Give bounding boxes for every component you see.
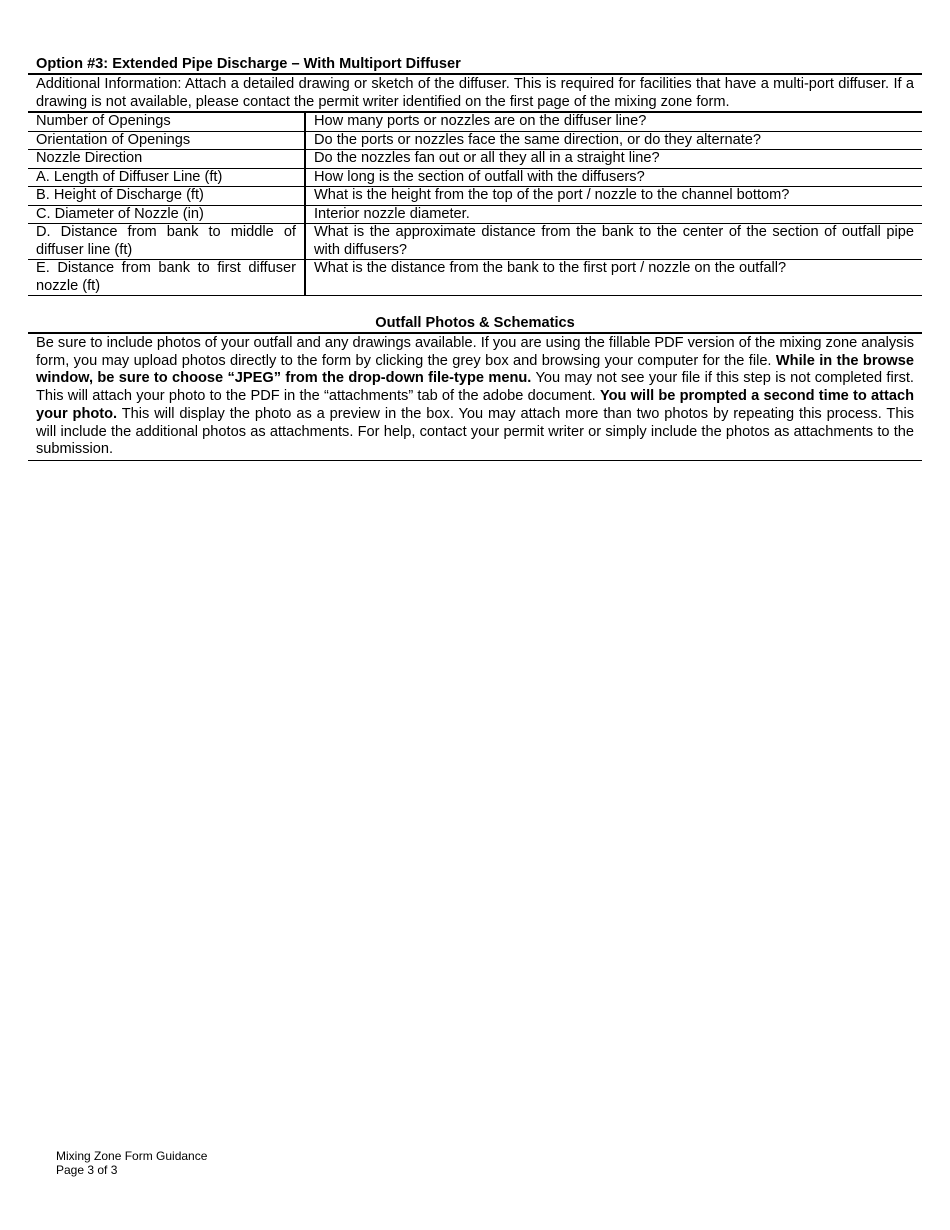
- photos-instructions: [28, 332, 922, 461]
- row-label: B. Height of Discharge (ft): [28, 187, 305, 206]
- option-3-title: Option #3: Extended Pipe Discharge – With Multiport Diffuser: [36, 56, 461, 72]
- additional-information: Additional Information: Attach a detailed drawing or sketch of the diffuser. This is required for facilities that have a multi-port diffuser. If a drawing is not available, please contact the permit writer identified on the first page of the mixing zone form.: [36, 76, 914, 110]
- instructions-text: You may not see your file if this step is not completed first. This will attach your photo to the PDF in the “attachments” tab of the adobe document.: [36, 370, 914, 405]
- row-description: What is the approximate distance from the bank to the center of the section of outfall pipe with diffusers?: [305, 224, 922, 260]
- row-label: Nozzle Direction: [28, 150, 305, 169]
- instructions-text: Be sure to include photos of your outfall and any drawings available. If you are using the fillable PDF version of the mixing zone analysis form, you may upload photos directly to the form by clicking the grey box and browsing your computer for the file.: [36, 335, 914, 369]
- table-row: [28, 224, 922, 260]
- row-label: E. Distance from bank to first diffuser nozzle (ft): [28, 260, 305, 296]
- diffuser-spec-table: [28, 111, 922, 296]
- row-label: Number of Openings: [28, 112, 305, 131]
- row-description: Interior nozzle diameter.: [305, 205, 922, 224]
- footer-document-name: Mixing Zone Form Guidance: [56, 1149, 208, 1163]
- table-row: [28, 187, 922, 206]
- table-row: [28, 112, 922, 131]
- row-description: What is the height from the top of the port / nozzle to the channel bottom?: [305, 187, 922, 206]
- instructions-bold-prompt: You will be prompted a second time to attach your photo.: [36, 388, 914, 422]
- page-footer: [56, 1149, 207, 1177]
- row-description: Do the nozzles fan out or all they all in a straight line?: [305, 150, 922, 169]
- photos-section-title: Outfall Photos & Schematics: [375, 315, 575, 331]
- instructions-text: This will display the photo as a preview in the box. You may attach more than two photos by repeating this process. This will include the additional photos as attachments. For help, contact your permit writer or simply include the photos as attachments to the submission.: [36, 405, 914, 458]
- row-description: What is the distance from the bank to the first port / nozzle on the outfall?: [305, 260, 922, 296]
- table-row: [28, 131, 922, 150]
- row-label: A. Length of Diffuser Line (ft): [28, 168, 305, 187]
- row-label: C. Diameter of Nozzle (in): [28, 205, 305, 224]
- row-description: How long is the section of outfall with the diffusers?: [305, 168, 922, 187]
- row-label: D. Distance from bank to middle of diffuser line (ft): [28, 224, 305, 260]
- row-description: How many ports or nozzles are on the diffuser line?: [305, 112, 922, 131]
- table-row: [28, 150, 922, 169]
- footer-page-number: Page 3 of 3: [56, 1163, 118, 1177]
- document-page: [28, 56, 922, 461]
- row-label: Orientation of Openings: [28, 131, 305, 150]
- row-description: Do the ports or nozzles face the same direction, or do they alternate?: [305, 131, 922, 150]
- table-row: [28, 168, 922, 187]
- instructions-bold-jpeg: While in the browse window, be sure to choose “JPEG” from the drop-down file-type menu.: [36, 352, 914, 387]
- table-row: [28, 260, 922, 296]
- table-row: [28, 205, 922, 224]
